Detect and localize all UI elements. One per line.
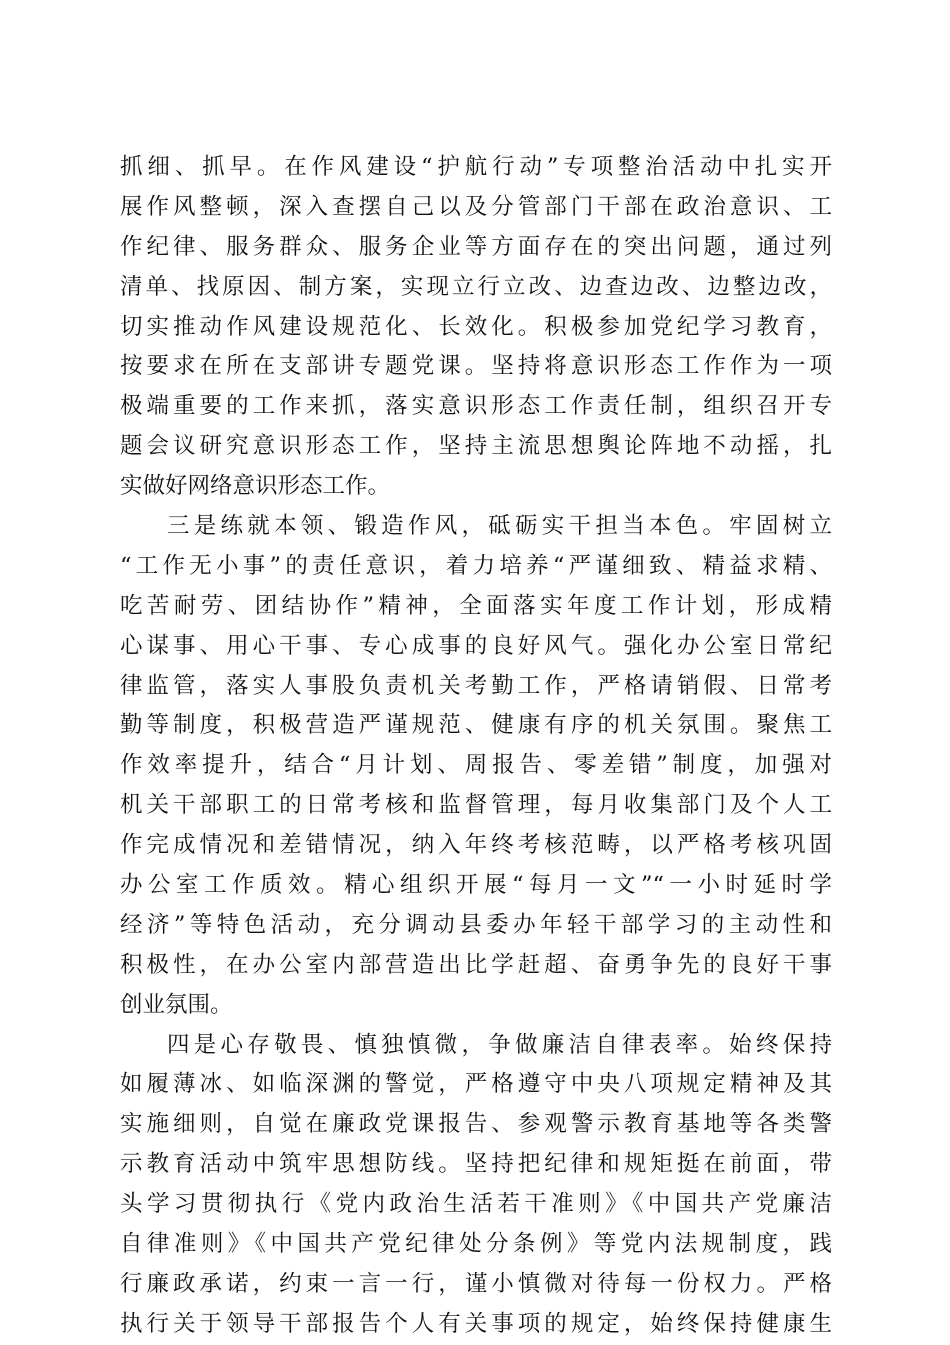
text-line: 心谋事、用心干事、专心成事的良好风气。强化办公室日常纪 bbox=[120, 632, 832, 659]
paragraph-start-line: 三是练就本领、锻造作风，砥砺实干担当本色。牢固树立 bbox=[167, 513, 832, 540]
text-line: 实施细则，自觉在廉政党课报告、参观警示教育基地等各类警 bbox=[120, 1111, 832, 1138]
text-line: 吃苦耐劳、团结协作”精神，全面落实年度工作计划，形成精 bbox=[120, 592, 832, 619]
text-line: 作效率提升，结合“月计划、周报告、零差错”制度，加强对 bbox=[120, 752, 832, 779]
text-line: 如履薄冰、如临深渊的警觉，严格遵守中央八项规定精神及其 bbox=[120, 1071, 832, 1098]
text-line: 作完成情况和差错情况，纳入年终考核范畴，以严格考核巩固 bbox=[120, 832, 832, 859]
text-line: 极端重要的工作来抓，落实意识形态工作责任制，组织召开专 bbox=[120, 393, 832, 420]
text-line: 作纪律、服务群众、服务企业等方面存在的突出问题，通过列 bbox=[120, 233, 832, 260]
paragraph-end-line: 实做好网络意识形态工作。 bbox=[120, 473, 391, 500]
text-line: 自律准则》《中国共产党纪律处分条例》等党内法规制度，践 bbox=[120, 1231, 832, 1258]
text-line: 示教育活动中筑牢思想防线。坚持把纪律和规矩挺在前面，带 bbox=[120, 1151, 832, 1178]
text-line: 清单、找原因、制方案，实现立行立改、边查边改、边整边改， bbox=[120, 273, 832, 300]
text-line: 积极性，在办公室内部营造出比学赶超、奋勇争先的良好干事 bbox=[120, 951, 832, 978]
text-line: 勤等制度，积极营造严谨规范、健康有序的机关氛围。聚焦工 bbox=[120, 712, 832, 739]
text-line: 执行关于领导干部报告个人有关事项的规定，始终保持健康生 bbox=[120, 1310, 832, 1337]
text-line: “工作无小事”的责任意识，着力培养“严谨细致、精益求精、 bbox=[120, 552, 832, 579]
text-line: 办公室工作质效。精心组织开展“每月一文”“一小时延时学 bbox=[120, 872, 832, 899]
text-line: 抓细、抓早。在作风建设“护航行动”专项整治活动中扎实开 bbox=[120, 154, 832, 180]
text-line: 律监管，落实人事股负责机关考勤工作，严格请销假、日常考 bbox=[120, 672, 832, 699]
text-line: 行廉政承诺，约束一言一行，谨小慎微对待每一份权力。严格 bbox=[120, 1270, 832, 1297]
text-line: 展作风整顿，深入查摆自己以及分管部门干部在政治意识、工 bbox=[120, 193, 832, 220]
text-line: 按要求在所在支部讲专题党课。坚持将意识形态工作作为一项 bbox=[120, 353, 832, 380]
text-line: 机关干部职工的日常考核和监督管理，每月收集部门及个人工 bbox=[120, 792, 832, 819]
text-line: 切实推动作风建设规范化、长效化。积极参加党纪学习教育， bbox=[120, 313, 832, 340]
paragraph-end-line: 创业氛围。 bbox=[120, 991, 233, 1018]
document-body bbox=[120, 148, 832, 1345]
text-line: 头学习贯彻执行《党内政治生活若干准则》《中国共产党廉洁 bbox=[120, 1191, 832, 1218]
text-line: 经济”等特色活动，充分调动县委办年轻干部学习的主动性和 bbox=[120, 911, 832, 938]
paragraph-start-line: 四是心存敬畏、慎独慎微，争做廉洁自律表率。始终保持 bbox=[167, 1031, 832, 1058]
text-line: 题会议研究意识形态工作，坚持主流思想舆论阵地不动摇，扎 bbox=[120, 433, 832, 460]
